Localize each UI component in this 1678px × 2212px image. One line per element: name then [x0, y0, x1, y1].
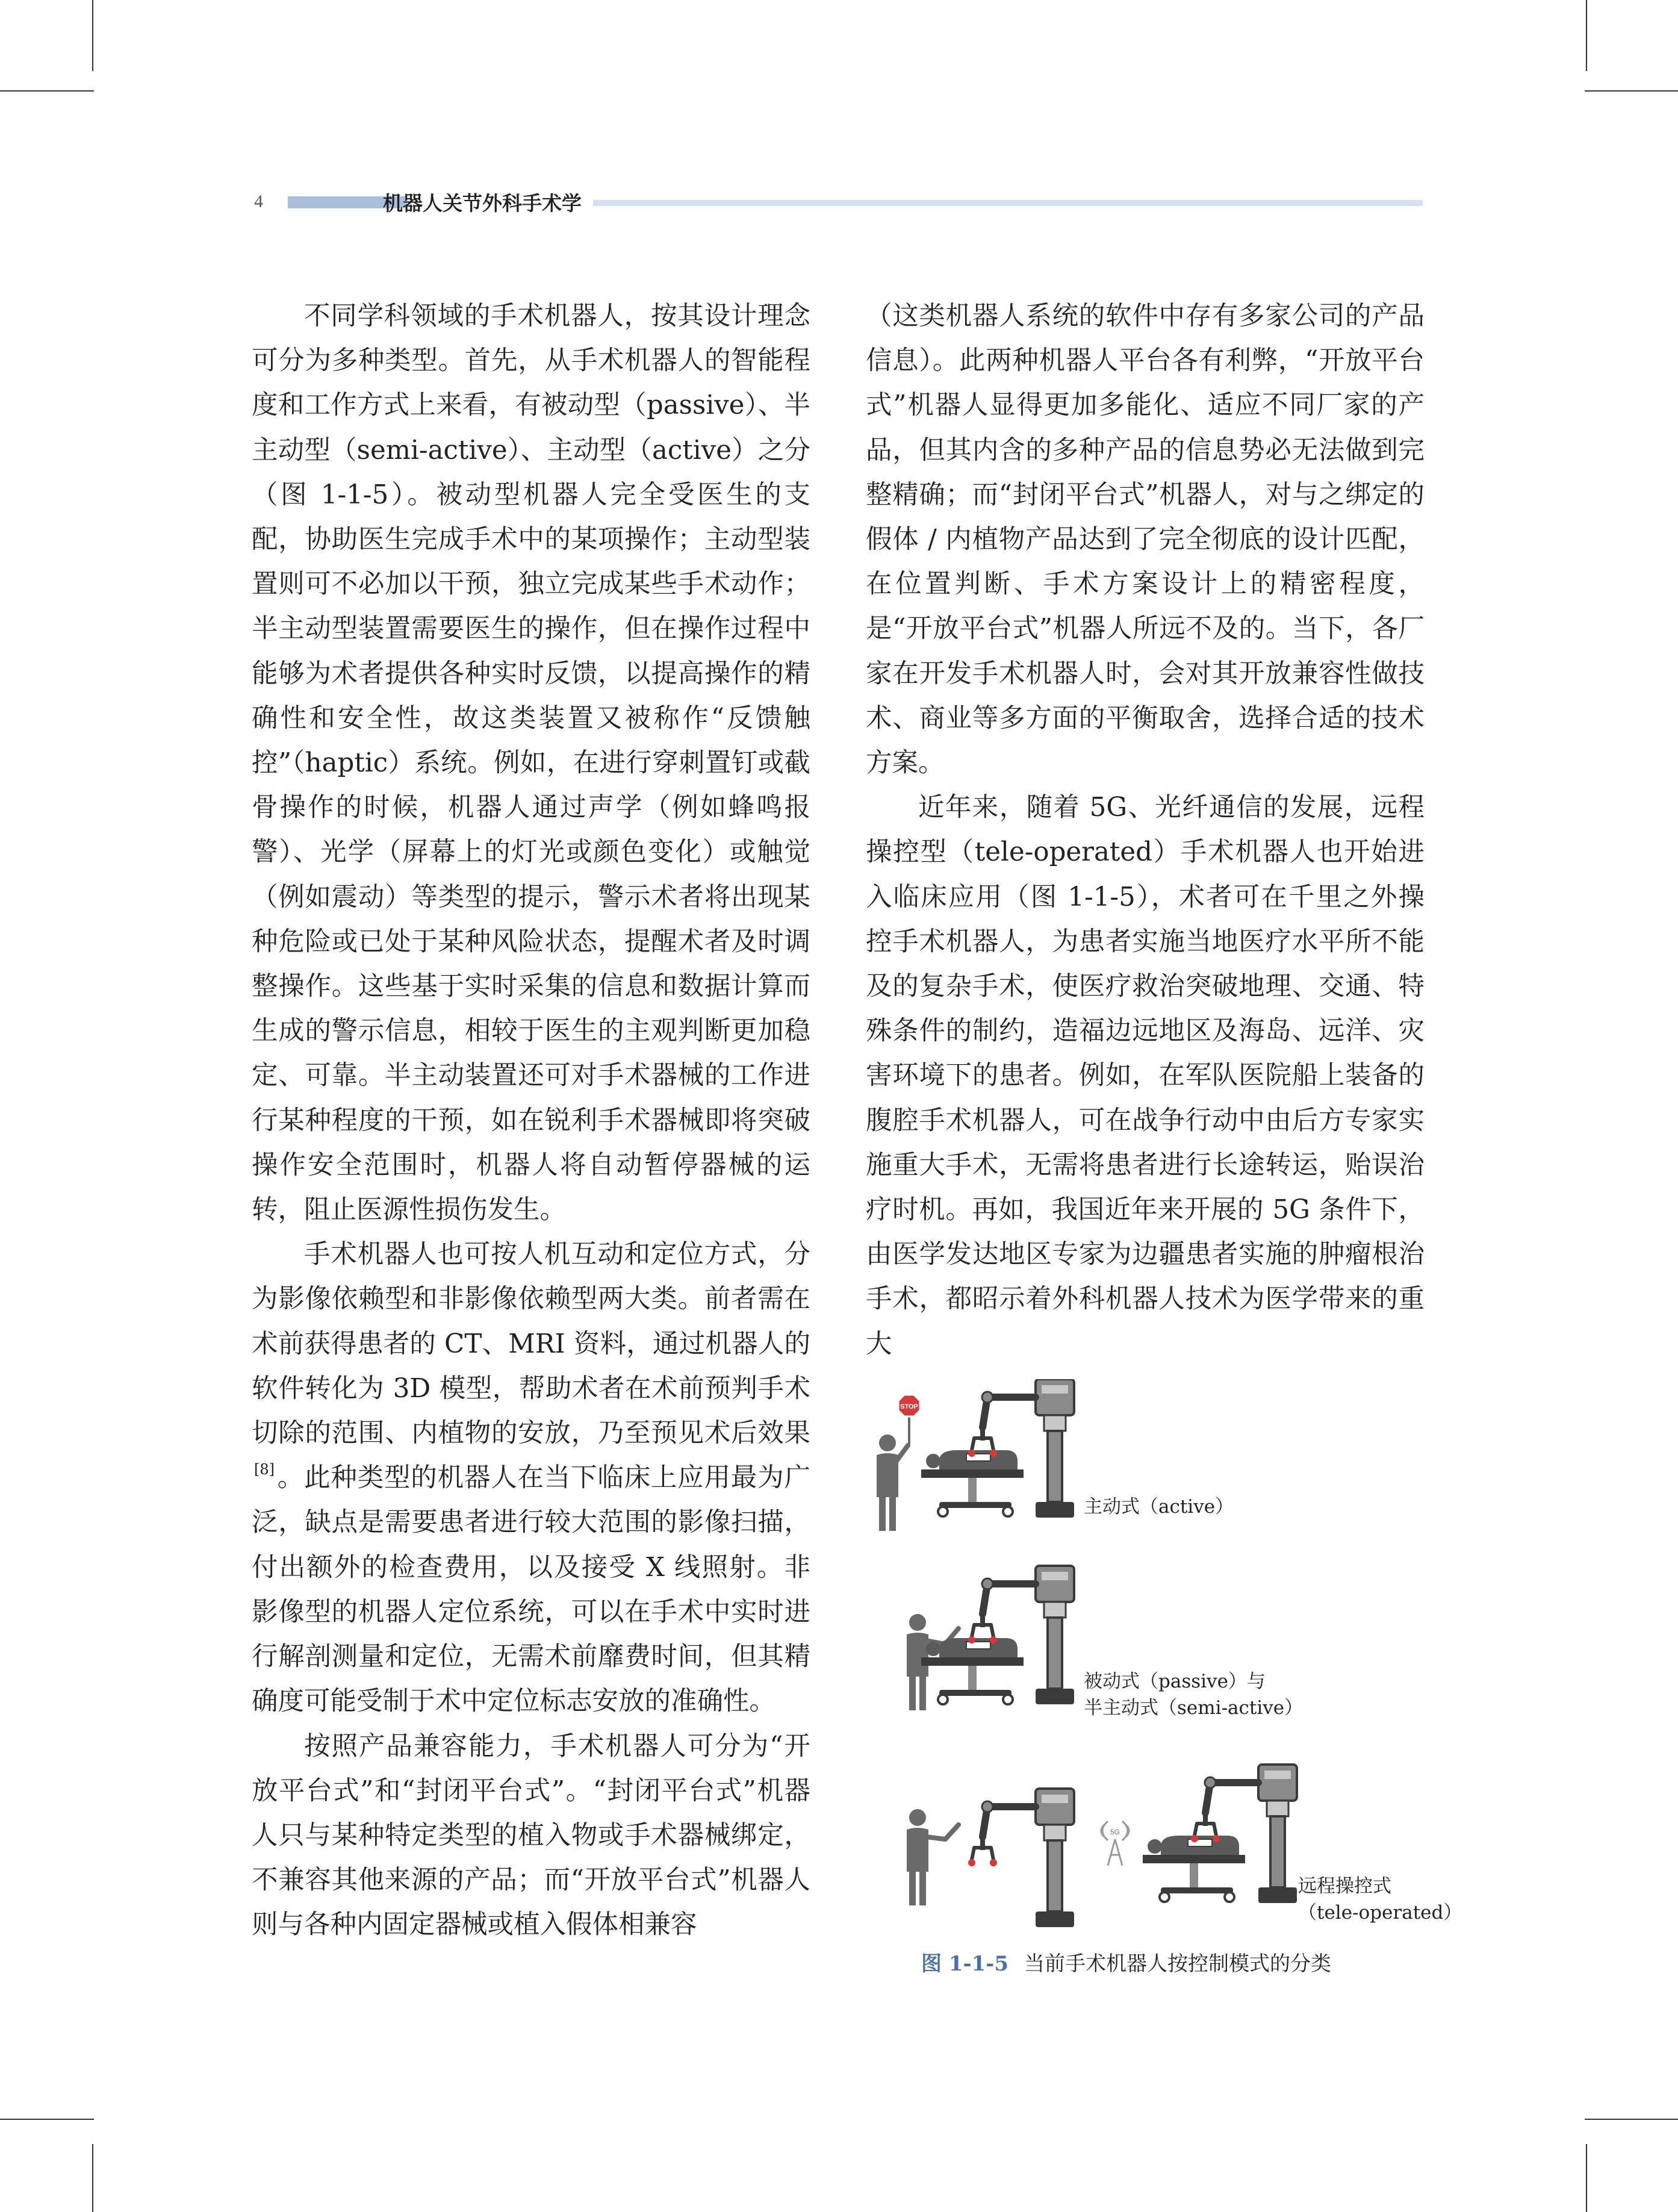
crop-mark: [92, 2144, 93, 2212]
figure-caption-text: 当前手术机器人按控制模式的分类: [1024, 1952, 1332, 1976]
figure-control-modes: [855, 1379, 1462, 1993]
book-title: 机器人关节外科手术学: [383, 192, 582, 215]
paragraph-text: 。此种类型的机器人在当下临床上应用最为广泛，缺点是需要患者进行较大范围的影像扫描，付出额外的检查费用，以及接受 X 线照射。非影像型的机器人定位系统，可以在手术中实时进行解剖测量和定位，无需术前靡费时间，但其精确度可能受制于术中定位标志安放的准确性。: [252, 1463, 810, 1717]
citation-ref: [8]: [254, 1461, 275, 1478]
left-column: [252, 294, 810, 1948]
figure-caption: [921, 1947, 1331, 1977]
figure-caption-number: 图 1-1-5: [921, 1952, 1009, 1976]
passive-robot-illustration: [907, 1566, 1074, 1710]
paragraph-image-dependency: [252, 1232, 810, 1724]
crop-mark: [1585, 2119, 1678, 2120]
label-tele-line2: （tele-operated）: [1298, 1902, 1462, 1924]
label-passive-line1: 被动式（passive）与: [1084, 1671, 1266, 1692]
page-number: 4: [254, 192, 263, 211]
signal-label: 5G: [1110, 1828, 1120, 1836]
label-active: 主动式（active）: [1084, 1496, 1234, 1518]
label-passive: [1084, 1668, 1303, 1721]
paragraph-platform-compat: 按照产品兼容能力，手术机器人可分为“开放平台式”和“封闭平台式”。“封闭平台式”机器人只与某种特定类型的植入物或手术器械绑定，不兼容其他来源的产品；而“开放平台式”机器人则与各种内固定器械或植入假体相兼容: [252, 1731, 810, 1940]
paragraph-teleoperation: 近年来，随着 5G、光纤通信的发展，远程操控型（tele-operated）手术机器人也开始进入临床应用（图 1-1-5），术者可在千里之外操控手术机器人，为患者实施当地医疗水平所不能及的复杂手术，使医疗救治突破地理、交通、特殊条件的制约，造福边远地区及海岛、远洋、灾害环境下的患者。例如，在军队医院船上装备的腹腔手术机器人，可在战争行动中由后方专家实施重大手术，无需将患者进行长途转运，贻误治疗时机。再如，我国近年来开展的 5G 条件下，由医学发达地区专家为边疆患者实施的肿瘤根治手术，都昭示着外科机器人技术为医学带来的重大: [866, 793, 1425, 1359]
running-header: [0, 0, 1678, 241]
crop-mark: [1586, 2144, 1587, 2212]
paragraph-robot-types: 不同学科领域的手术机器人，按其设计理念可分为多种类型。首先，从手术机器人的智能程度和工作方式上来看，有被动型（passive）、半主动型（semi-active）、主动型（active）之分（图 1-1-5）。被动型机器人完全受医生的支配，协助医生完成手术中的某项操作；主动型装置则可不必加以干预，独立完成某些手术动作；半主动型装置需要医生的操作，但在操作过程中能够为术者提供各种实时反馈，以提高操作的精确性和安全性，故这类装置又被称作“反馈触控”（haptic）系统。例如，在进行穿刺置钉或截骨操作的时候，机器人通过声学（例如蜂鸣报警）、光学（屏幕上的灯光或颜色变化）或触觉（例如震动）等类型的提示，警示术者将出现某种危险或已处于某种风险状态，提醒术者及时调整操作。这些基于实时采集的信息和数据计算而生成的警示信息，相较于医生的主观判断更加稳定、可靠。半主动装置还可对手术器械的工作进行某种程度的干预，如在锐利手术器械即将突破操作安全范围时，机器人将自动暂停器械的运转，阻止医源性损伤发生。: [252, 301, 810, 1226]
header-bar-rule: [593, 200, 1423, 206]
stop-sign-text: STOP: [900, 1403, 918, 1410]
signal-tower-icon: [1101, 1821, 1129, 1866]
right-column: [866, 294, 1425, 1366]
crop-mark: [0, 2119, 94, 2120]
active-robot-illustration: [877, 1379, 1074, 1531]
label-tele-line1: 远程操控式: [1298, 1875, 1391, 1897]
teleoperated-robot-illustration: [907, 1765, 1297, 1927]
paragraph-text: 手术机器人也可按人机互动和定位方式，分为影像依赖型和非影像依赖型两大类。前者需在术前获得患者的 CT、MRI 资料，通过机器人的软件转化为 3D 模型，帮助术者在术前预判手术切除的范围、内植物的安放，乃至预见术后效果: [252, 1239, 810, 1449]
label-passive-line2: 半主动式（semi-active）: [1084, 1697, 1304, 1719]
paragraph-platform-compat-cont: （这类机器人系统的软件中存有多家公司的产品信息）。此两种机器人平台各有利弊，“开放平台式”机器人显得更加多能化、适应不同厂家的产品，但其内含的多种产品的信息势必无法做到完整精确；而“封闭平台式”机器人，对与之绑定的假体 / 内植物产品达到了完全彻底的设计匹配，在位置判断、手术方案设计上的精密程度，是“开放平台式”机器人所远不及的。当下，各厂家在开发手术机器人时，会对其开放兼容性做技术、商业等多方面的平衡取舍，选择合适的技术方案。: [866, 301, 1425, 779]
label-teleoperated: [1298, 1873, 1462, 1926]
